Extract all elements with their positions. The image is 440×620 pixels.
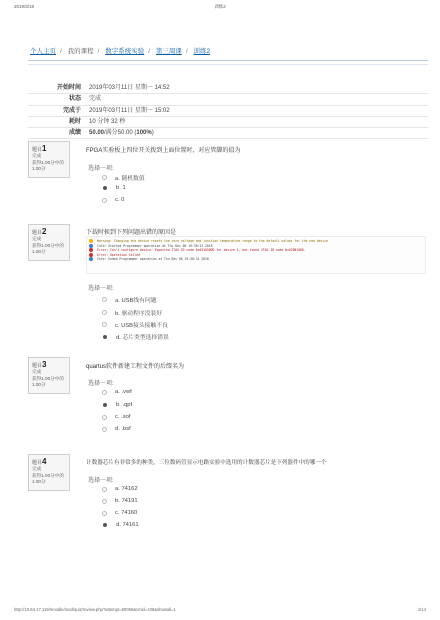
question-number: 题目4 [32,457,47,466]
radio-icon[interactable] [102,427,107,432]
breadcrumb-course[interactable]: 数字系统实验 [105,48,145,55]
grade-max: /满分50.00 ( [104,130,137,137]
summary-value: 2019年03月11日 星期一 15:02 [89,107,170,114]
question-info [28,357,70,394]
question-score-max: 1.00分 [32,479,46,485]
option-label: b. .qpf [116,402,133,408]
answer-option[interactable] [102,320,168,329]
answer-option-selected[interactable] [102,402,132,408]
question-number: 题目3 [32,360,47,369]
answer-option[interactable] [102,498,138,504]
summary-value: 完成 [89,96,102,103]
choose-one-label: 选择一项: [88,381,114,387]
attempt-summary-table [28,83,428,139]
print-title: 训练2 [214,4,226,9]
question-2 [28,224,428,354]
option-label: b. 驱动程序没装好 [115,311,163,317]
answer-option[interactable] [102,173,145,182]
option-label: c. 0 [115,197,125,203]
radio-icon[interactable] [102,175,107,180]
answer-option[interactable] [102,414,130,420]
question-status: 完成 [32,369,42,375]
grade-close: ) [151,130,154,137]
option-label: b. 74191 [115,498,138,504]
summary-row-grade [28,128,428,139]
option-label: a. .vwf [115,389,132,395]
radio-icon[interactable] [102,390,107,395]
question-score-max: 1.00分 [32,382,46,388]
option-label: a. USB线有问题 [115,298,157,304]
option-label: a. 随机数值 [115,176,145,182]
option-label: b. 1 [116,185,126,191]
error-log-screenshot [86,236,426,274]
question-text: 下载时候到下列问题出错的原因是 [86,230,177,236]
option-label: c. 74160 [115,510,138,516]
log-line-info: Info: Ended Programmer operation at Thu Dec 06 19:30:31 2018 [89,257,423,262]
question-status: 完成 [32,153,42,159]
breadcrumb-separator: / [60,48,62,55]
divider [28,64,428,65]
summary-label: 开始时间 [56,85,81,91]
grade-score: 50.00 [89,130,105,137]
question-text: FPGA实验板上四位开关拨到上面位置时，对应管脚的值为 [86,148,241,154]
option-label: d. .bsf [115,426,131,432]
radio-icon[interactable] [102,511,107,516]
question-number: 题目1 [32,144,47,153]
question-1 [28,141,428,216]
print-header [14,4,426,9]
answer-option[interactable] [102,197,124,203]
question-number: 题目2 [32,227,47,236]
option-label: c. .sof [115,414,131,420]
print-footer [14,607,426,612]
answer-option-selected[interactable] [102,185,126,191]
answer-option[interactable] [102,426,131,432]
option-label: d. 芯片类型选择错误 [116,335,169,341]
radio-icon[interactable] [102,415,107,420]
radio-selected-icon[interactable] [103,186,107,190]
answer-option[interactable] [102,389,132,395]
question-status: 完成 [32,236,42,242]
option-label: c. USB接头接触不良 [115,323,168,329]
summary-row-state [28,94,428,105]
question-score-max: 1.00分 [32,249,46,255]
breadcrumb-separator: / [148,48,151,55]
answer-option[interactable] [102,308,162,317]
option-label: d. 74161 [116,522,139,528]
radio-selected-icon[interactable] [103,403,107,407]
info-icon [89,244,93,248]
question-score: 获得1.00分中的 [32,242,64,248]
question-info [28,224,70,261]
choose-one-label: 选择一项: [88,286,114,292]
breadcrumb-my-courses: 我的课程 [67,48,94,55]
summary-grade-value [89,128,154,138]
question-text: quartus软件新建工程文件的后缀名为 [86,364,185,370]
answer-option[interactable] [102,295,157,304]
summary-value: 10 分钟 32 秒 [89,118,126,125]
question-text: 计数器芯片有非常多的种类，三位数码管显示电路实验中选用的计数器芯片是下列器件中的哪一个 [86,460,327,466]
radio-icon[interactable] [102,499,107,504]
question-info [28,141,70,178]
info-icon [89,257,93,261]
answer-option[interactable] [102,510,137,516]
divider [28,60,428,61]
question-3 [28,357,428,447]
radio-selected-icon[interactable] [103,335,107,339]
question-score-max: 1.00分 [32,166,46,172]
log-line-info: Info: Started Programmer operation at Thu Dec 06 19:30:31 2018 [89,244,423,249]
summary-label: 成绩 [68,130,81,137]
summary-row-start [28,83,428,94]
page-url: http://10.64.17.119/moodle/mod/quiz/review.php?attempt=50056&cmid=108&showall=1 [14,607,176,612]
question-score: 获得1.00分中的 [32,375,64,381]
radio-icon[interactable] [102,297,107,302]
question-info [28,454,70,491]
radio-selected-icon[interactable] [103,523,107,527]
breadcrumb-separator: / [97,48,100,55]
question-score: 获得1.00分中的 [32,472,64,478]
log-line-error: Error: Operation failed [89,253,423,258]
choose-one-label: 选择一项: [88,478,114,484]
answer-option-selected[interactable] [102,522,139,528]
summary-value: 2019年03月11日 星期一 14:52 [89,85,170,91]
grade-percent: 100% [136,130,152,137]
answer-option-selected[interactable] [102,332,169,341]
summary-label: 状态 [68,96,81,103]
log-line-error: Error: Can't configure device. Expected JTAG ID code 0x031050DD for device 1, but found JTAG ID code 0x020B10DD. [89,248,423,253]
option-label: a. 74162 [115,486,138,492]
radio-icon[interactable] [102,310,107,315]
question-status: 完成 [32,466,42,472]
error-icon [89,253,93,257]
breadcrumb-section[interactable]: 第三周课 [155,48,182,55]
question-score: 获得1.00分中的 [32,159,64,165]
question-4 [28,454,428,544]
summary-row-time-taken [28,117,428,128]
log-line-warning: Warning: Changing the device resets the core voltage and junction temperature range to the default values for the new device [89,239,423,244]
page-number: 1/14 [417,607,426,612]
breadcrumb-home[interactable]: 个人主页 [30,48,56,55]
answer-option[interactable] [102,486,138,492]
print-date: 2019/3/18 [14,4,35,9]
breadcrumb-quiz[interactable]: 训练2 [193,48,211,55]
summary-label: 耗时 [68,118,81,125]
breadcrumb-separator: / [185,48,188,55]
radio-icon[interactable] [102,322,107,327]
summary-label: 完成于 [62,107,81,114]
radio-icon[interactable] [102,198,107,203]
summary-row-completed [28,106,428,117]
breadcrumb [30,46,210,55]
choose-one-label: 选择一项: [88,166,114,172]
radio-icon[interactable] [102,487,107,492]
